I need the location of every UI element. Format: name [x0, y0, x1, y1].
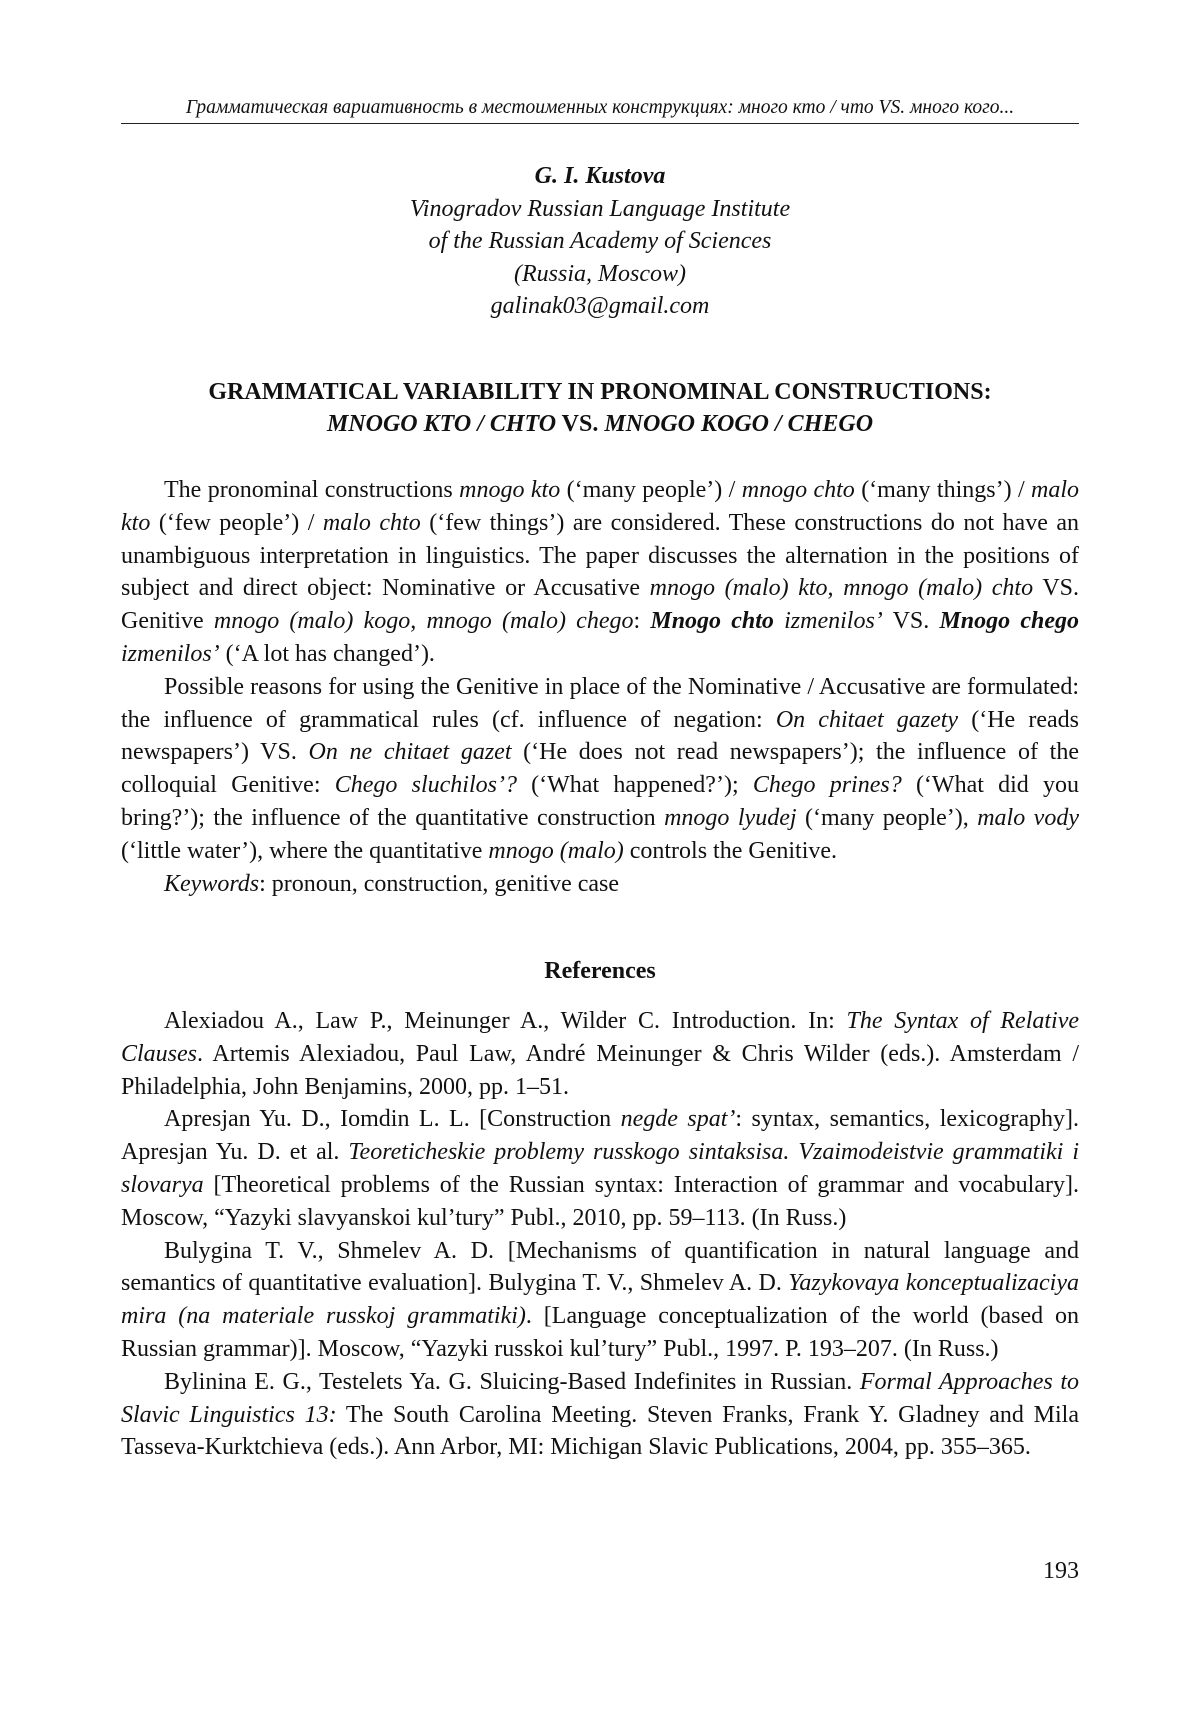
references-list [121, 1005, 1079, 1464]
reference-item: Alexiadou A., Law P., Meinunger A., Wilder C. Introduction. In: The Syntax of Relative Clauses. Artemis Alexiadou, Paul Law, André Meinunger & Chris Wilder (eds.). Amsterdam / Philadelphia, John Benjamins, 2000, pp. 1–51. [121, 1008, 1079, 1100]
reference-item: Bylinina E. G., Testelets Ya. G. Sluicing-Based Indefinites in Russian. Formal Approaches to Slavic Linguistics 13: The South Carolina Meeting. Steven Franks, Frank Y. Gladney and Mila Tasseva-Kurktchieva (eds.). Ann Arbor, MI: Michigan Slavic Publications, 2004, pp. 355–365. [121, 1368, 1080, 1461]
title-vs: VS. [556, 411, 605, 437]
keywords-label: Keywords [164, 870, 260, 897]
author-name: G. I. Kustova [534, 163, 666, 189]
running-header: Грамматическая вариативность в местоименных конструкциях: много кто / что VS. много кого... [121, 96, 1079, 124]
affiliation-line-2: of the Russian Academy of Sciences [428, 228, 772, 254]
reference-item: Apresjan Yu. D., Iomdin L. L. [Construction negde spat’: syntax, semantics, lexicography]. Apresjan Yu. D. et al. Teoreticheskie problemy russkogo sintaksisa. Vzaimodeistvie grammatiki i slovarya [Theoretical problems of the Russian syntax: Interaction of grammar and vocabulary]. Moscow, “Yazyki slavyanskoi kul’tury” Publ., 2010, pp. 59–113. (In Russ.) [121, 1106, 1079, 1231]
abstract-paragraph-2: Possible reasons for using the Genitive in place of the Nominative / Accusative are formulated: the influence of grammatical rules (cf. influence of negation: On chitaet gazety (‘He reads newspapers’) VS. On ne chitaet gazet (‘He does not read newspapers’); the influence of the colloquial Genitive: Chego sluchilos’? (‘What happened?’); Chego prines? (‘What did you bring?’); the influence of the quantitative construction mnogo lyudej (‘many people’), malo vody (‘little water’), where the quantitative mnogo (malo) controls the Genitive. [121, 673, 1079, 864]
author-location: (Russia, Moscow) [514, 260, 686, 287]
abstract [121, 474, 1079, 900]
title-term-1: MNOGO KTO / CHTO [326, 411, 557, 437]
abstract-paragraph-1: The pronominal constructions mnogo kto (‘many people’) / mnogo chto (‘many things’) / malo kto (‘few people’) / malo chto (‘few things’) are considered. These constructions do not have an unambiguous interpretation in linguistics. The paper discusses the alternation in the positions of subject and direct object: Nominative or Accusative mnogo (malo) kto, mnogo (malo) chto VS. Genitive mnogo (malo) kogo, mnogo (malo) chego: Mnogo chto izmenilos’ VS. Mnogo chego izmenilos’ (‘A lot has changed’). [121, 477, 1080, 667]
page-number: 193 [1043, 1558, 1079, 1584]
affiliation-line-1: Vinogradov Russian Language Institute [409, 195, 791, 222]
author-email[interactable]: galinak03@gmail.com [490, 293, 710, 319]
paper-title [121, 376, 1079, 440]
references-heading: References [544, 958, 656, 984]
keywords [121, 868, 1079, 901]
author-block [121, 160, 1079, 323]
title-term-2: MNOGO KOGO / CHEGO [604, 411, 874, 437]
reference-item: Bulygina T. V., Shmelev A. D. [Mechanisms of quantification in natural language and semantics of quantitative evaluation]. Bulygina T. V., Shmelev A. D. Yazykovaya konceptualizaciya mira (na materiale russkoj grammatiki). [Language conceptualization of the world (based on Russian grammar)]. Moscow, “Yazyki russkoi kul’tury” Publ., 1997. P. 193–207. (In Russ.) [121, 1237, 1079, 1362]
keywords-text: : pronoun, construction, genitive case [259, 870, 620, 897]
title-line-2 [121, 408, 1079, 440]
title-line-1: GRAMMATICAL VARIABILITY IN PRONOMINAL CONSTRUCTIONS: [208, 379, 992, 405]
